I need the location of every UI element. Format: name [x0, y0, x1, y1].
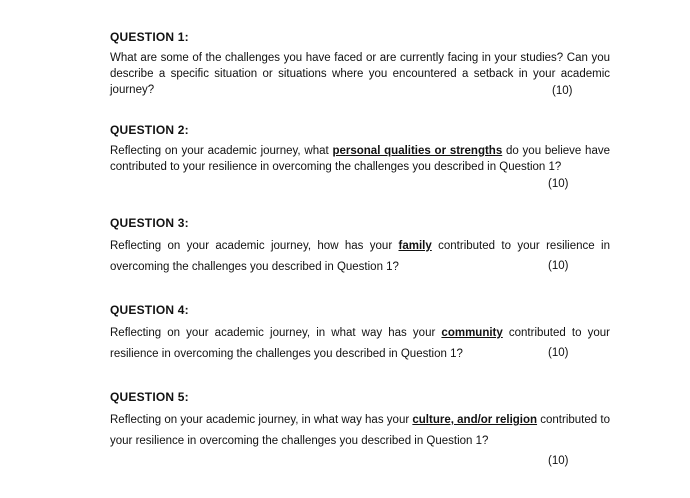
question-text: [110, 236, 610, 278]
question-emphasis: community: [441, 327, 503, 339]
question-text: [110, 50, 610, 98]
question-title: QUESTION 5:: [110, 390, 189, 404]
question-title: QUESTION 1:: [110, 30, 189, 44]
question-emphasis: family: [398, 240, 432, 252]
question-title: QUESTION 2:: [110, 123, 189, 137]
question-text-part: What are some of the challenges you have faced or are currently facing in your studies? Can you describe a specific situation or situations where you encountered a setback in your academic journey?: [110, 52, 610, 96]
question-1: [110, 30, 610, 98]
question-text-part: do you believe have contributed to your resilience in overcoming the challenges you described in Question 1?: [110, 145, 610, 173]
question-marks: (10): [548, 260, 569, 272]
question-text-part: contributed to your resilience in overcoming the challenges you described in Question 1?: [110, 240, 610, 273]
question-title: QUESTION 3:: [110, 216, 189, 230]
question-3: [110, 216, 610, 278]
question-emphasis: personal qualities or strengths: [332, 145, 503, 157]
question-text-part: Reflecting on your academic journey, how has your: [110, 240, 399, 252]
question-marks: (10): [552, 85, 573, 97]
question-text: [110, 143, 610, 175]
question-2: [110, 123, 610, 190]
question-title: QUESTION 4:: [110, 303, 189, 317]
question-text-part: contributed to your resilience in overcoming the challenges you described in Question 1?: [110, 327, 610, 360]
question-marks: (10): [548, 178, 569, 190]
question-5: [110, 390, 610, 467]
question-text: [110, 410, 610, 452]
question-text-part: Reflecting on your academic journey, what: [110, 145, 333, 157]
question-emphasis: culture, and/or religion: [412, 414, 538, 426]
question-marks: (10): [548, 347, 569, 359]
question-text: [110, 323, 610, 365]
question-text-part: Reflecting on your academic journey, in what way has your: [110, 414, 413, 426]
question-marks: (10): [548, 455, 569, 467]
question-text-part: Reflecting on your academic journey, in what way has your: [110, 327, 442, 339]
question-4: [110, 303, 610, 365]
question-text-part: contributed to your resilience in overcoming the challenges you described in Question 1?: [110, 414, 610, 447]
